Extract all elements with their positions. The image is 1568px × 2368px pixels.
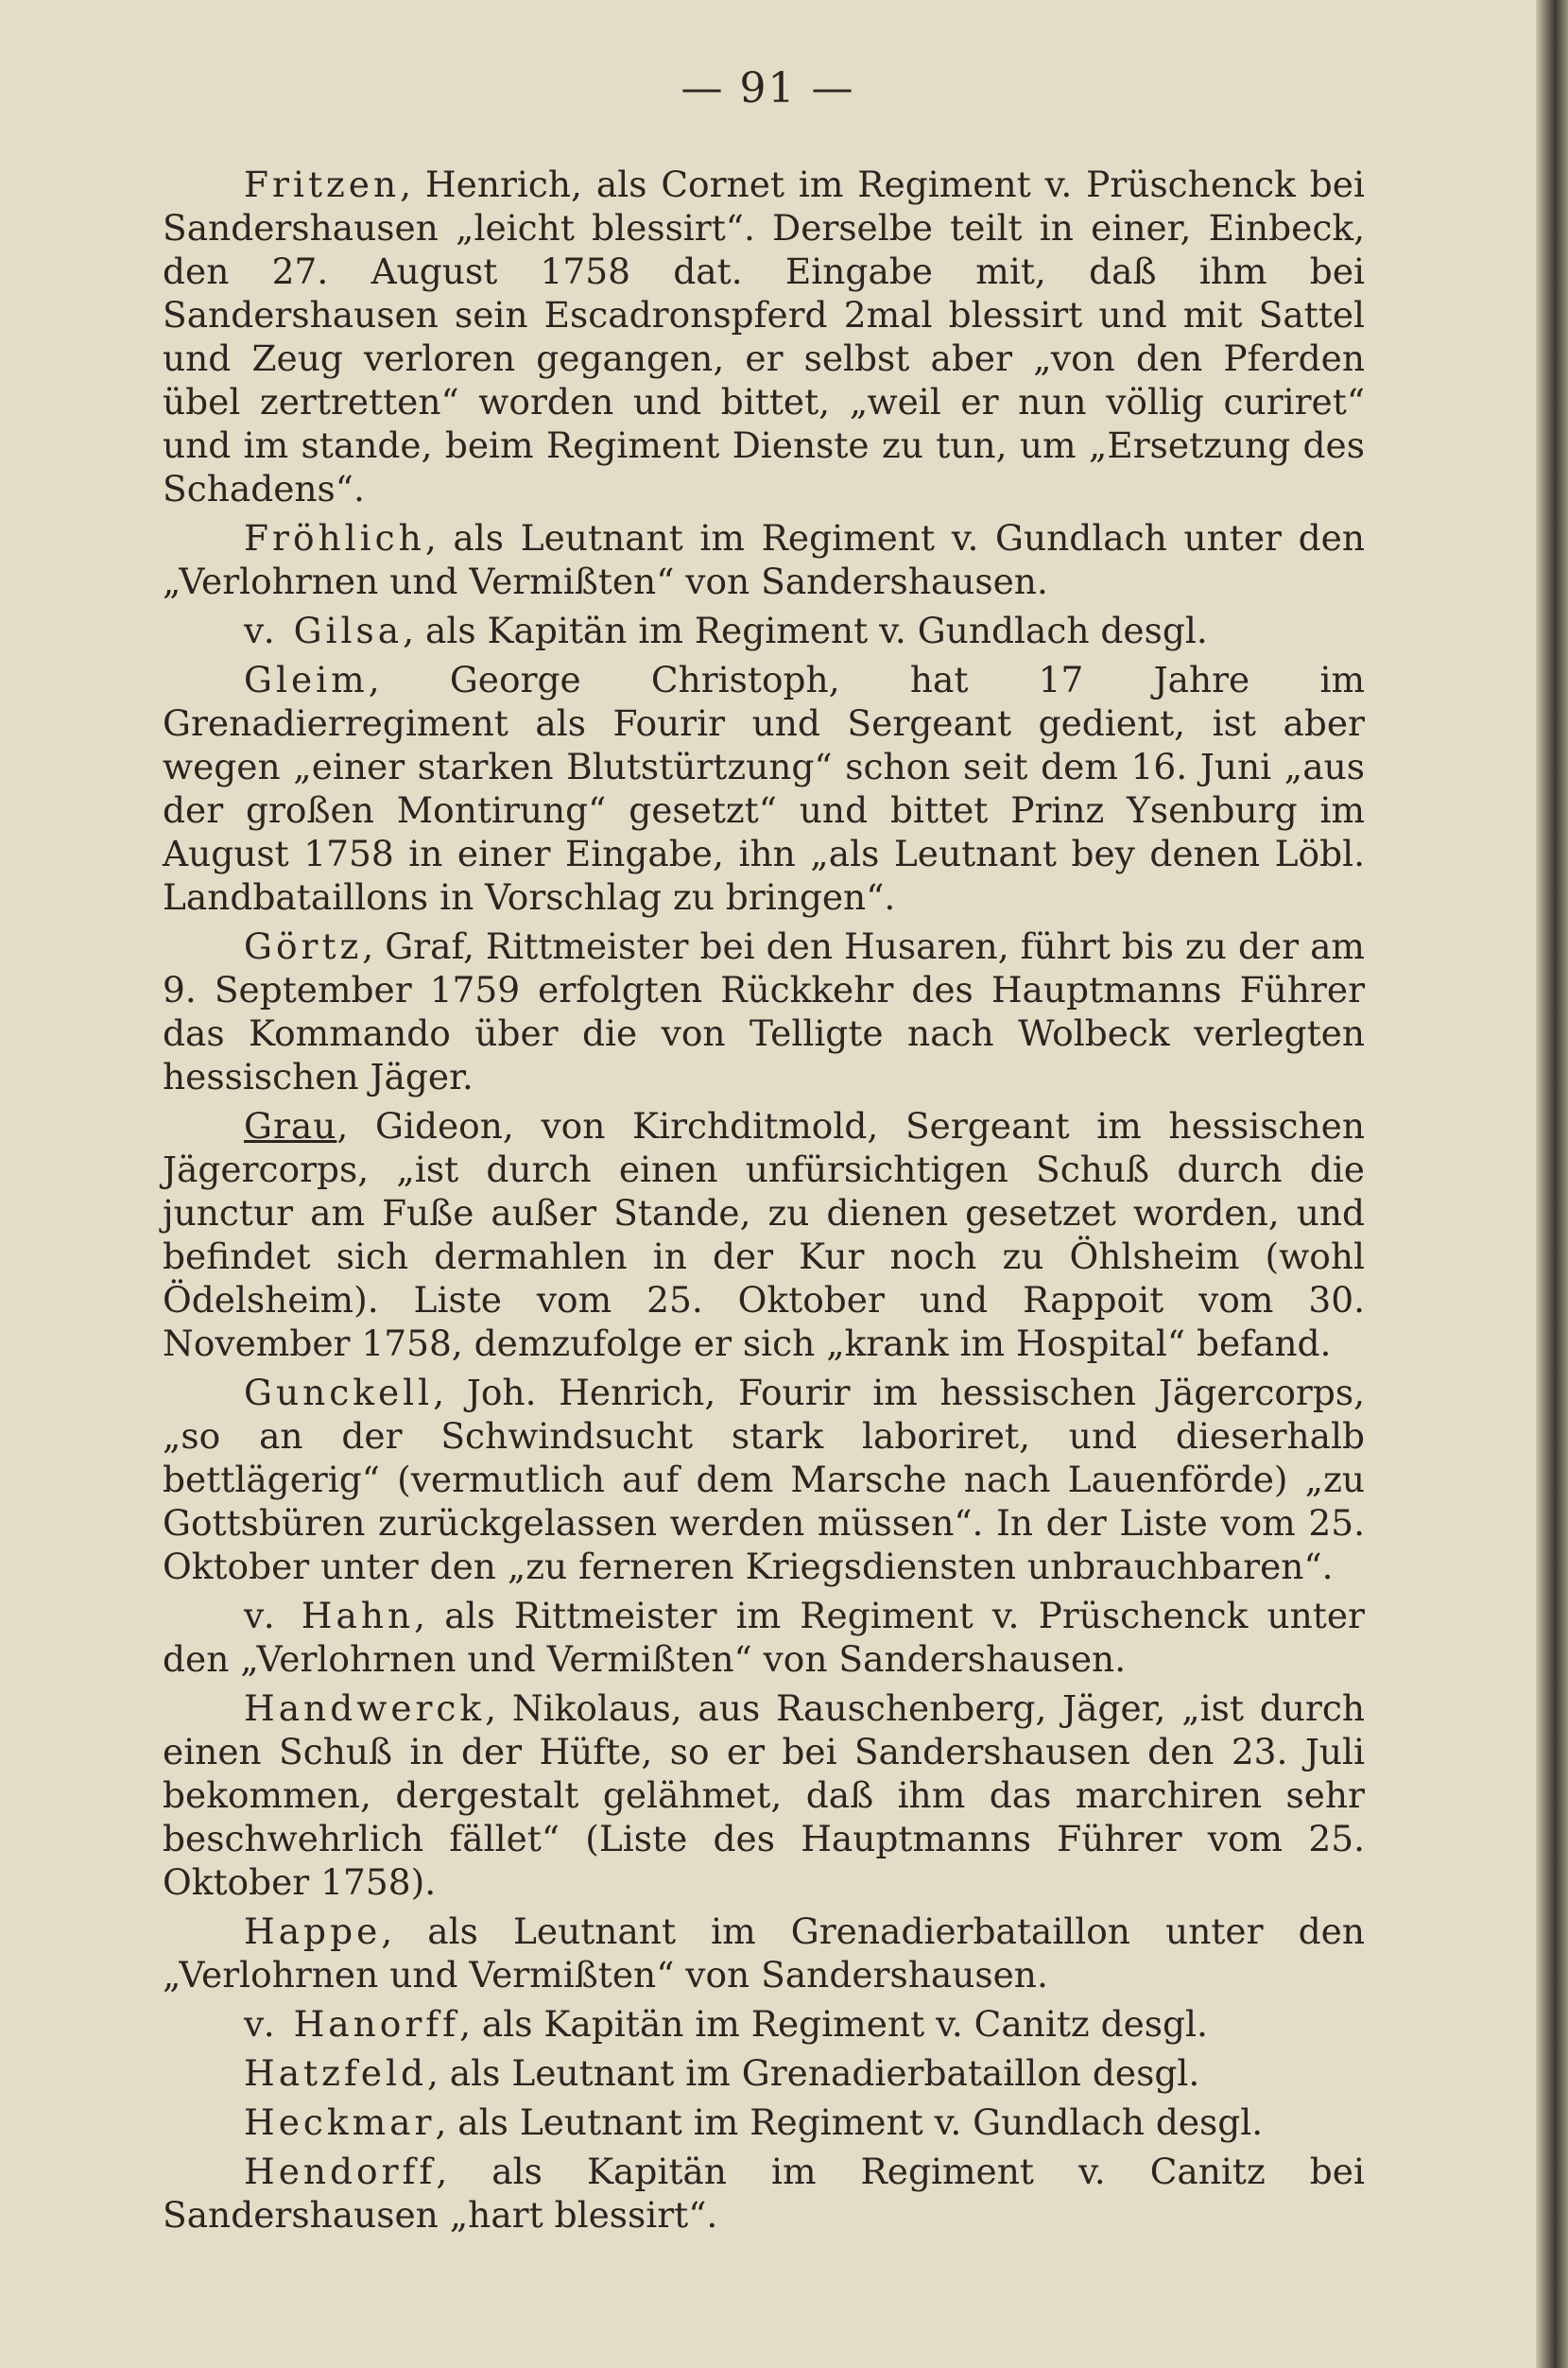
entry-text: , Nikolaus, aus Rauschenberg, Jäger, „ist durch einen Schuß in der Hüfte, so er bei Sandershausen den 23. Juli bekommen, dergestalt gelähmet, daß ihm das marchiren sehr beschwehrlich fället“ (Liste des Hauptmanns Führer vom 25. Oktober 1758). — [163, 1687, 1365, 1903]
entry-text: , Graf, Rittmeister bei den Husaren, führt bis zu der am 9. September 1759 erfolgten Rückkehr des Hauptmanns Führer das Kommando über die von Telligte nach Wolbeck verlegten hessischen Jäger. — [163, 925, 1365, 1098]
entry-text: , als Leutnant im Grenadierbataillon desgl. — [426, 2052, 1200, 2094]
entry-name: Gleim — [244, 659, 369, 700]
entry-name: Handwerck — [244, 1687, 486, 1729]
entry-goertz — [163, 925, 1365, 1098]
entry-name: Grau — [244, 1105, 337, 1147]
entry-gilsa — [163, 609, 1365, 652]
page-number: — 91 — — [681, 64, 855, 112]
entry-gunckell — [163, 1371, 1365, 1588]
entry-heckmar — [163, 2100, 1365, 2144]
entry-hendorff — [163, 2150, 1365, 2237]
entry-name: Heckmar — [244, 2101, 436, 2143]
book-binding — [1536, 0, 1568, 2368]
entry-text: , als Rittmeister im Regiment v. Prüschenck unter den „Verlohrnen und Vermißten“ von Sandershausen. — [163, 1595, 1365, 1680]
entry-name: Hendorff — [244, 2151, 437, 2192]
entry-fritzen — [163, 163, 1365, 510]
entry-text: , als Kapitän im Regiment v. Canitz bei Sandershausen „hart blessirt“. — [163, 2151, 1365, 2236]
entry-text: , als Leutnant im Grenadierbataillon unter den „Verlohrnen und Vermißten“ von Sandershausen. — [163, 1910, 1365, 1996]
entry-name: v. Hahn — [244, 1595, 415, 1636]
entry-name: v. Gilsa — [244, 610, 404, 651]
entry-list — [163, 163, 1365, 2242]
entry-happe — [163, 1910, 1365, 1996]
entry-name: Hatzfeld — [244, 2052, 427, 2094]
entry-text: , als Kapitän im Regiment v. Gundlach desgl. — [403, 610, 1208, 651]
entry-name: Görtz — [244, 925, 363, 967]
entry-hahn — [163, 1594, 1365, 1681]
entry-text: , als Leutnant im Regiment v. Gundlach unter den „Verlohrnen und Vermißten“ von Sandershausen. — [163, 517, 1365, 602]
entry-text: , als Leutnant im Regiment v. Gundlach desgl. — [435, 2101, 1264, 2143]
entry-grau — [163, 1104, 1365, 1365]
entry-text: , als Kapitän im Regiment v. Canitz desgl. — [459, 2003, 1208, 2045]
entry-text: , Gideon, von Kirchditmold, Sergeant im hessischen Jägercorps, „ist durch einen unfürsichtigen Schuß durch die junctur am Fuße außer Stande, zu dienen gesetzet worden, und befindet sich dermahlen in der Kur noch zu Öhlsheim (wohl Ödelsheim). Liste vom 25. Oktober und Rappoit vom 30. November 1758, demzufolge er sich „krank im Hospital“ befand. — [163, 1105, 1365, 1364]
entry-gleim — [163, 658, 1365, 919]
entry-text: , Henrich, als Cornet im Regiment v. Prüschenck bei Sandershausen „leicht blessirt“. Derselbe teilt in einer, Einbeck, den 27. August 1758 dat. Eingabe mit, daß ihm bei Sandershausen sein Escadronspferd 2mal blessirt und mit Sattel und Zeug verloren gegangen, er selbst aber „von den Pferden übel zertretten“ worden und bittet, „weil er nun völlig curiret“ und im stande, beim Regiment Dienste zu tun, um „Ersetzung des Schadens“. — [163, 164, 1365, 510]
entry-text: , George Christoph, hat 17 Jahre im Grenadierregiment als Fourir und Sergeant gedient, ist aber wegen „einer starken Blutstürtzung“ schon seit dem 16. Juni „aus der großen Montirung“ gesetzt“ und bittet Prinz Ysenburg im August 1758 in einer Eingabe, ihn „als Leutnant bey denen Löbl. Landbataillons in Vorschlag zu bringen“. — [163, 659, 1365, 918]
entry-handwerck — [163, 1686, 1365, 1904]
entry-text: , Joh. Henrich, Fourir im hessischen Jägercorps, „so an der Schwindsucht stark laboriret, und dieserhalb bettlägerig“ (vermutlich auf dem Marsche nach Lauenförde) „zu Gottsbüren zurückgelassen werden müssen“. In der Liste vom 25. Oktober unter den „zu ferneren Kriegsdiensten unbrauchbaren“. — [163, 1372, 1365, 1587]
entry-name: Fritzen — [244, 164, 401, 205]
entry-name: v. Hanorff — [244, 2003, 460, 2045]
entry-name: Fröhlich — [244, 517, 425, 559]
entry-name: Gunckell — [244, 1372, 434, 1413]
entry-name: Happe — [244, 1910, 382, 1952]
entry-hatzfeld — [163, 2051, 1365, 2095]
entry-froehlich — [163, 516, 1365, 603]
entry-hanorff — [163, 2002, 1365, 2046]
